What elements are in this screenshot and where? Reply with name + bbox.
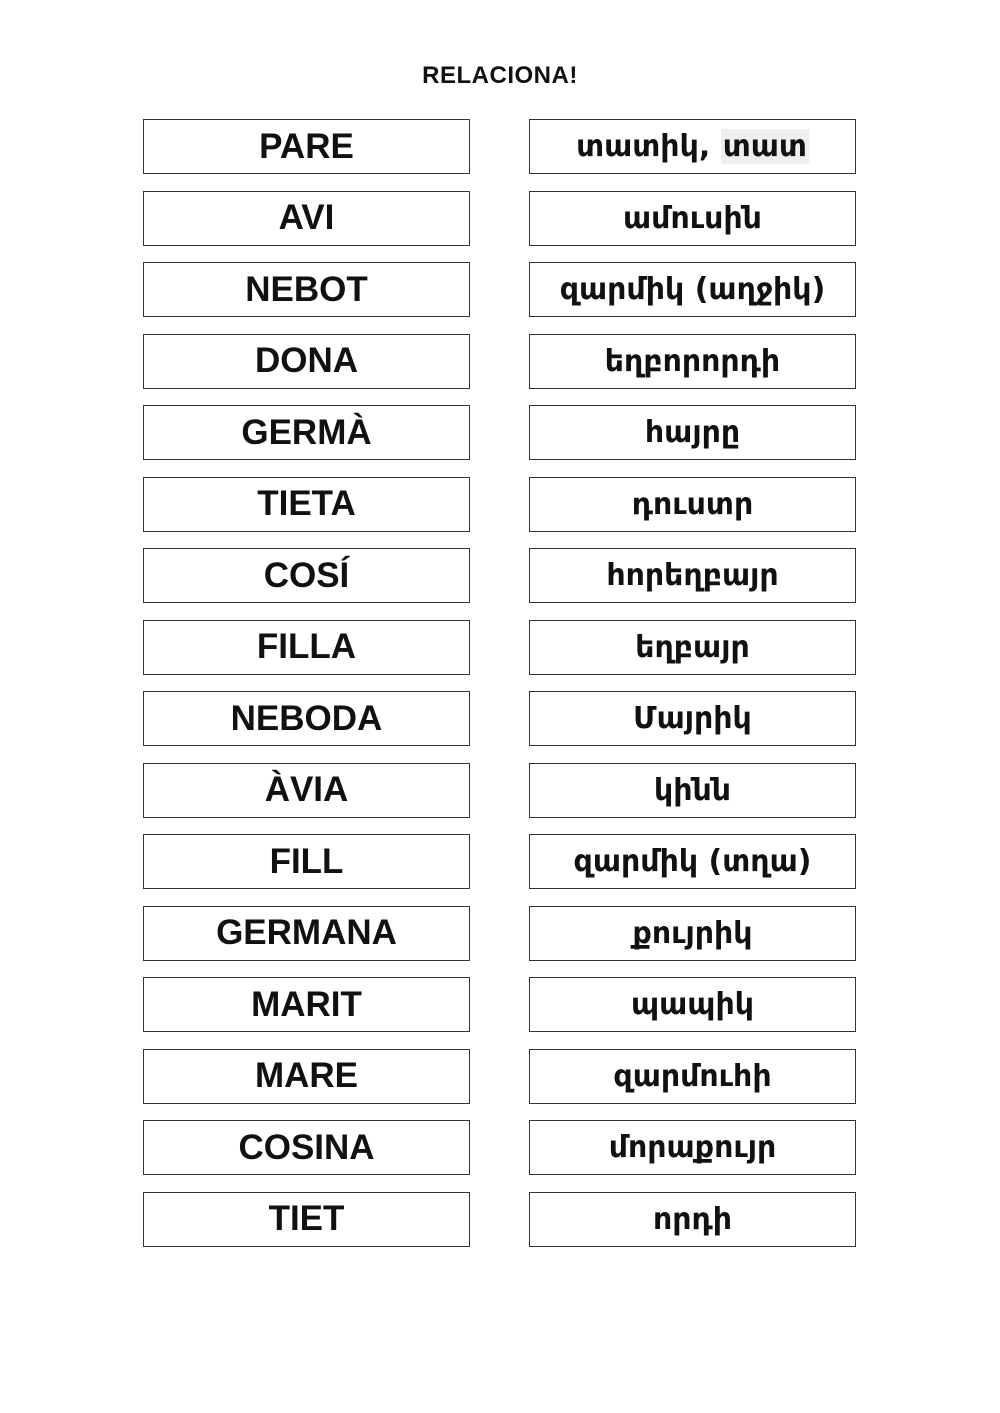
word-card-right[interactable]: Մայրիկ — [529, 691, 856, 746]
word-card-left[interactable]: NEBODA — [143, 691, 470, 746]
word-card-right[interactable]: դուստր — [529, 477, 856, 532]
word-card-left[interactable]: TIETA — [143, 477, 470, 532]
word-card-right[interactable]: որդի — [529, 1192, 856, 1247]
word-card-left[interactable]: PARE — [143, 119, 470, 174]
word-card-right[interactable]: պապիկ — [529, 977, 856, 1032]
word-card-right[interactable]: ամուսին — [529, 191, 856, 246]
word-card-left[interactable]: ÀVIA — [143, 763, 470, 818]
word-card-left[interactable]: FILL — [143, 834, 470, 889]
word-card-right[interactable]: քույրիկ — [529, 906, 856, 961]
word-card-right[interactable]: եղբայր — [529, 620, 856, 675]
word-card-left[interactable]: DONA — [143, 334, 470, 389]
catalan-word-column — [143, 119, 470, 1263]
word-card-left[interactable]: COSÍ — [143, 548, 470, 603]
word-card-right[interactable]: հայրը — [529, 405, 856, 460]
armenian-word-column — [529, 119, 856, 1263]
word-card-left[interactable]: MARE — [143, 1049, 470, 1104]
word-card-right[interactable] — [529, 119, 856, 174]
page-title: RELACIONA! — [422, 62, 578, 89]
word-card-left[interactable]: GERMANA — [143, 906, 470, 961]
word-card-left[interactable]: GERMÀ — [143, 405, 470, 460]
word-card-left[interactable]: NEBOT — [143, 262, 470, 317]
word-card-right[interactable]: մորաքույր — [529, 1120, 856, 1175]
word-card-left[interactable]: MARIT — [143, 977, 470, 1032]
word-card-right[interactable]: զարմիկ (տղա) — [529, 834, 856, 889]
word-card-left[interactable]: AVI — [143, 191, 470, 246]
word-card-right[interactable]: կինն — [529, 763, 856, 818]
word-card-right-text: տատիկ, — [576, 129, 711, 164]
word-card-left[interactable]: FILLA — [143, 620, 470, 675]
word-card-right[interactable]: զարմիկ (աղջիկ) — [529, 262, 856, 317]
highlighted-word: տատ — [722, 129, 807, 164]
word-card-right[interactable]: հորեղբայր — [529, 548, 856, 603]
word-card-right[interactable]: եղբորորդի — [529, 334, 856, 389]
word-card-right[interactable]: զարմուհի — [529, 1049, 856, 1104]
word-card-left[interactable]: COSINA — [143, 1120, 470, 1175]
word-card-left[interactable]: TIET — [143, 1192, 470, 1247]
